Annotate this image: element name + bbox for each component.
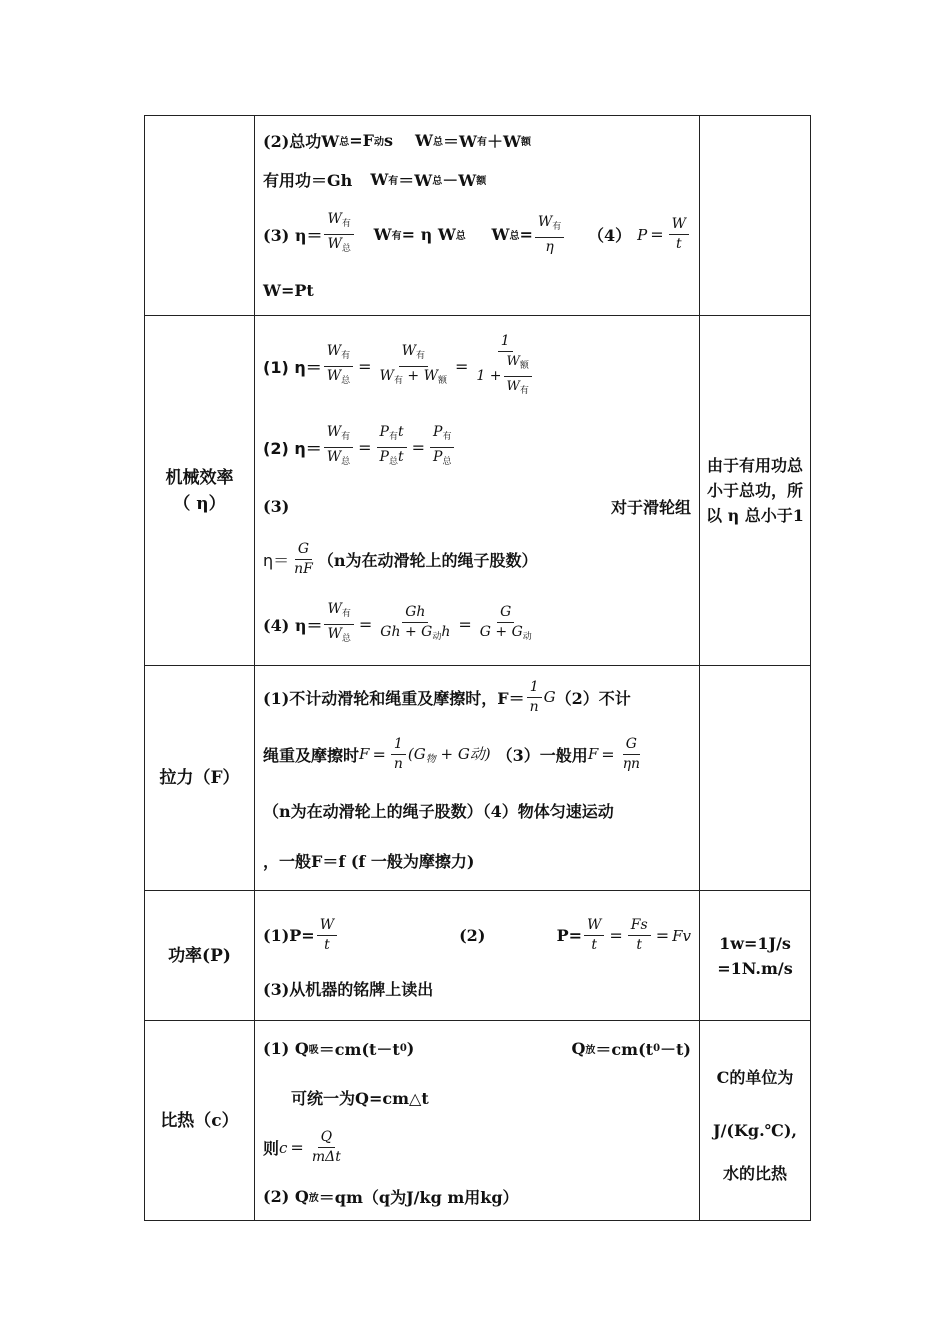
force-line-2: 绳重及摩擦时 F = $\frac{1}{n}$ ($G_物 + G$动) （3）一般用 F = $\frac{G}{\eta n}$ [263, 735, 641, 772]
table-row-efficiency [145, 316, 811, 666]
total-work-fraction: $\frac{W_有}{\eta}$ [535, 214, 564, 256]
power-line-1: (1)P= $\frac{W}{t}$ (2) P= $\frac{W}{t}$ = $\frac{Fs}{t}$ = Fv [263, 917, 691, 953]
work-line-2: 有用功＝Gh W 有 ＝W 总 －W 额 [263, 170, 487, 190]
eta-fraction: $\frac{W_有}{W_总}$ [324, 211, 353, 258]
table-row-heat [145, 1021, 811, 1221]
efficiency-formula-1: (1) η＝ $\frac{W_有}{W_总}$ = $\frac{W_有}{W_有 + W_额}$ = 1 1 + $\frac{W_额}{W_有}$ [263, 322, 691, 412]
row-content-heat [255, 1021, 700, 1221]
row-label-efficiency: 机械效率 （ η） [145, 316, 255, 666]
power-line-2: (3)从机器的铭牌上读出 [263, 980, 434, 999]
row-label-work [145, 116, 255, 316]
heat-line-3: 则 c = $\frac{Q}{\text{mΔt}}$ [263, 1129, 341, 1165]
force-line-1: (1)不计动滑轮和绳重及摩擦时，F＝ $\frac{1}{n}$ G （2）不计 [263, 678, 631, 715]
row-note-efficiency: 由于有用功总小于总功，所以 η 总小于1 [700, 316, 811, 666]
formula-table [144, 115, 811, 1221]
force-line-3: （n为在动滑轮上的绳子股数）（4）物体匀速运动 [263, 801, 614, 821]
row-note-power: 1w=1J/s =1N.m/s [700, 891, 811, 1021]
row-note-heat: C的单位为 J/(Kg.℃), 水的比热 [700, 1021, 811, 1221]
power-fraction: $\frac{W}{t}$ [669, 216, 689, 253]
efficiency-formula-3b: η＝ $\frac{G}{nF}$ （n为在动滑轮上的绳子股数） [263, 541, 538, 577]
efficiency-formula-4: (4) η＝ $\frac{W_有}{W_总}$ = $\frac{Gh}{Gh + G_动h}$ = $\frac{G}{G + G_动}$ [263, 601, 532, 644]
row-note-force [700, 666, 811, 891]
efficiency-formula-3: (3) 对于滑轮组 [263, 497, 691, 517]
row-note-work [700, 116, 811, 316]
heat-line-2: 可统一为Q=cm△t [291, 1089, 429, 1108]
force-line-4: ，一般F＝f (f 一般为摩擦力) [263, 851, 475, 871]
row-label-force: 拉力（F） [145, 666, 255, 891]
row-content-power [255, 891, 700, 1021]
work-line-1: (2)总功W 总 =F 动 s W 总 ＝W 有 ＋W 额 [263, 131, 531, 151]
row-content-efficiency [255, 316, 700, 666]
heat-line-4: (2) Q 放 ＝qm（q为J/kg m用kg） [263, 1187, 519, 1207]
table-row-force [145, 666, 811, 891]
efficiency-formula-2: (2) η＝ $\frac{W_有}{W_总}$ = $\frac{P_有t}{P_总t}$ = $\frac{P_有}{P_总}$ [263, 412, 691, 484]
row-label-power: 功率(P) [145, 891, 255, 1021]
heat-line-1: (1) Q 吸 ＝cm(t－t 0 ) Q 放 ＝cm(t 0 －t) [263, 1039, 691, 1059]
work-line-3: (3) η＝ $\frac{W_有}{W_总}$ W 有 = η W 总 W 总 = $\frac{W_有}{\eta}$ （4） P = $\frac{W}{t}$ [263, 199, 691, 271]
row-content-work [255, 116, 700, 316]
row-content-force [255, 666, 700, 891]
work-line-4: W=Pt [263, 281, 314, 300]
row-label-heat: 比热（c） [145, 1021, 255, 1221]
table-row-power [145, 891, 811, 1021]
table-row-work [145, 116, 811, 316]
